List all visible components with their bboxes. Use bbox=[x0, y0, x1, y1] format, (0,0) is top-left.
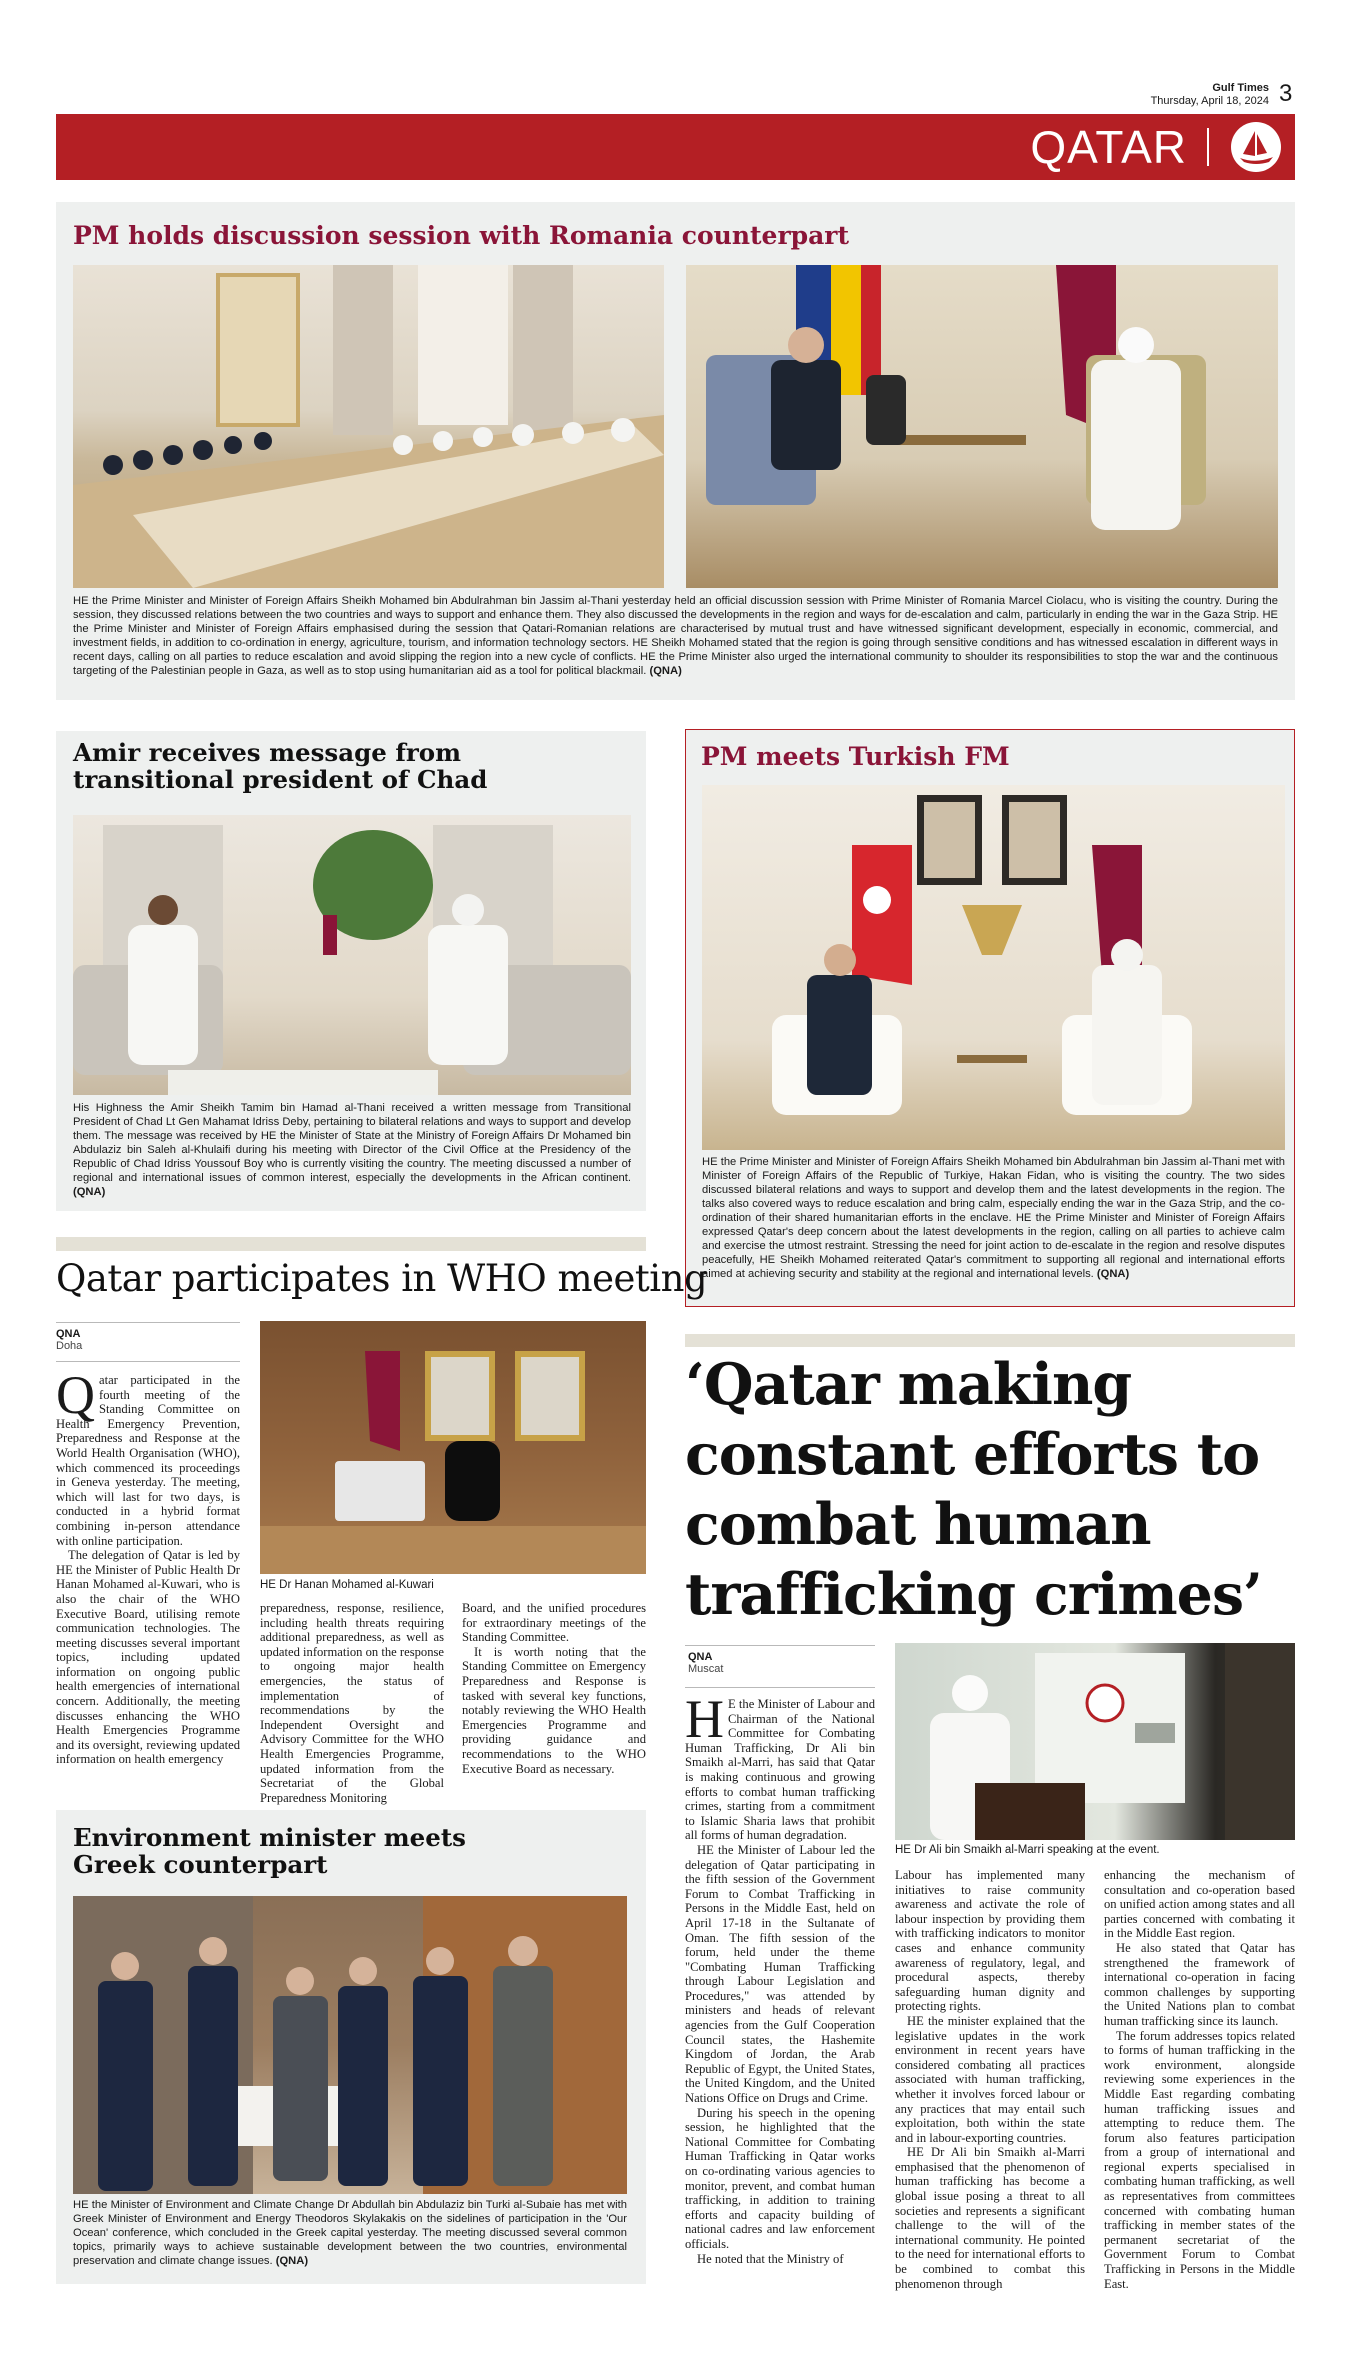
section-banner bbox=[56, 114, 1295, 180]
trafficking-drop-cap: H bbox=[685, 1689, 724, 1749]
amir-chad-photo bbox=[73, 815, 631, 1095]
who-dateline-rule bbox=[56, 1322, 240, 1323]
who-headline: Qatar participates in WHO meeting bbox=[56, 1257, 708, 1300]
trafficking-col-3: enhancing the mechanism of consultation and co-operation based on unified action among states and all parties concerned with combating it in the Middle East region. He also stated that Qatar has strengthened the framework of international co-operation in facing common challenges by supporting the United Nations plan to combat human trafficking since its launch. The forum addresses topics related to forms of human trafficking in the work environment, alongside reviewing some experiences in the Middle East regarding combating human trafficking issues and attempting to reduce them. The forum also features participation from a group of international and regional experts specialised in combating human trafficking, as well as representatives from committees concerned with combating human trafficking in member states of the permanent secretariat of the Government Forum to Combat Trafficking in Persons in the Middle East. bbox=[1104, 1868, 1295, 2291]
who-dateline: QNA Doha bbox=[56, 1328, 83, 1352]
who-drop-cap: Q bbox=[56, 1365, 95, 1425]
env-headline: Environment minister meets Greek counterpart bbox=[73, 1823, 466, 1880]
banner-divider bbox=[1207, 128, 1209, 166]
who-col-3: Board, and the unified procedures for extraordinary meetings of the Standing Committee. It is worth noting that the Standing Committee on Emergency Preparedness and Response is tasked with several key functions, notably reviewing the WHO Health Emergencies Programme and providing guidance and recommendations to the WHO Executive Board as necessary. bbox=[462, 1601, 646, 1776]
pm-romania-caption: HE the Prime Minister and Minister of Foreign Affairs Sheikh Mohamed bin Abdulrahman bin Jassim al-Thani yesterday held an official discussion session with Prime Minister of Romania Marcel Ciolacu, who is visiting the country. During the session, they discussed relations between the two countries and ways to support and enhance them. They also discussed the developments in the region and ways for de-escalation and calm, particularly in ending the war in the Gaza Strip. HE the Prime Minister and Minister of Foreign Affairs emphasised during the session that Qatari-Romanian relations are characterised by mutual trust and have witnessed significant development, especially in economic, commercial, and investment fields, in addition to co-ordination in energy, agriculture, tourism, and information technology sectors. HE Sheikh Mohamed stated that the region is going through sensitive conditions and has witnessed escalation in different ways in recent days, calling on all parties to reduce escalation and avoid slipping the region into a new cycle of conflicts. HE the Prime Minister also urged the international community to shoulder its responsibilities to stop the war and the continuous targeting of the Palestinian people in Gaza, as well as to stop using humanitarian aid as a tool for political blackmail. (QNA) bbox=[73, 595, 1278, 677]
page-number: 3 bbox=[1279, 80, 1293, 107]
who-dateline-rule-bottom bbox=[56, 1361, 240, 1362]
amir-chad-headline: Amir receives message from transitional president of Chad bbox=[73, 738, 488, 795]
pm-turkish-photo bbox=[702, 785, 1285, 1150]
amir-chad-caption: His Highness the Amir Sheikh Tamim bin Hamad al-Thani received a written message from Transitional President of Chad Lt Gen Mahamat Idriss Deby, pertaining to bilateral relations and ways to support and develop them. The message was received by HE the Minister of State at the Ministry of Foreign Affairs Dr Mohamed bin Abdulaziz bin Saleh al-Khulaifi during his meeting with Director of the Civil Office at the Presidency of the Republic of Chad Idriss Youssouf Boy who is currently visiting the country. The meeting discussed a number of regional and international issues of common interest, especially the developments in the African continent. (QNA) bbox=[73, 1102, 631, 1198]
who-col-1: Qatar participated in the fourth meeting of the Standing Committee on Health Emergency Prevention, Preparedness and Response at the World Health Organisation (WHO), which commenced its proceedings in Geneva yesterday. The meeting, which will last for two days, is conducted in a hybrid format combining in-person attendance with online participation. The delegation of Qatar is led by HE the Minister of Public Health Dr Hanan Mohamed al-Kuwari, who is also the chair of the WHO Executive Board, utilising remote communication technologies. The meeting discusses several important topics, including updated information on ongoing public health emergencies of international concern. Additionally, the meeting discusses enhancing the WHO Health Emergencies Programme and its oversight, reviewing updated information on health emergency bbox=[56, 1365, 240, 1767]
env-caption: HE the Minister of Environment and Climate Change Dr Abdullah bin Abdulaziz bin Turki al-Subaie has met with Greek Minister of Environment and Energy Theodoros Skylakakis on the sidelines of participation in the 'Our Ocean' conference, which concluded in the Greek capital yesterday. The meeting discussed several common topics, primarily ways to achieve sustainable development between the two countries, environmental preservation and climate change issues. (QNA) bbox=[73, 2199, 627, 2267]
trafficking-dateline-rule bbox=[685, 1645, 875, 1646]
trafficking-speaker-photo bbox=[895, 1643, 1295, 1840]
dhow-logo-icon bbox=[1231, 122, 1281, 172]
masthead-date: Thursday, April 18, 2024 bbox=[1150, 95, 1269, 107]
who-top-rule bbox=[56, 1237, 646, 1251]
pm-turkish-caption: HE the Prime Minister and Minister of Foreign Affairs Sheikh Mohamed bin Abdulrahman bin Jassim al-Thani met with Minister of Foreign Affairs of the Republic of Turkiye, Hakan Fidan, who is visiting the country. The two sides discussed bilateral relations and ways to support and develop them and the latest developments in the region. The talks also covered ways to reduce escalation and bring calm, especially ending the war in the Gaza Strip, and the co-ordination of their shared humanitarian efforts in the enclave. HE the Prime Minister and Minister of Foreign Affairs expressed Qatar's deep concern about the latest developments in the region, calling on all parties to achieve calm and exercise the utmost restraint. Stressing the need for joint action to de-escalate in the region and resolve disputes peacefully, HE Sheikh Mohamed reiterated Qatar's commitment to supporting all regional and international efforts aimed at achieving security and stability at the regional and international levels. (QNA) bbox=[702, 1156, 1285, 1280]
trafficking-headline: ‘Qatar making constant efforts to combat human trafficking crimes’ bbox=[685, 1351, 1262, 1628]
who-photo-caption: HE Dr Hanan Mohamed al-Kuwari bbox=[260, 1579, 434, 1591]
section-title: QATAR bbox=[1030, 121, 1187, 173]
pm-romania-conference-photo bbox=[73, 265, 664, 588]
trafficking-photo-caption: HE Dr Ali bin Smaikh al-Marri speaking at the event. bbox=[895, 1844, 1160, 1856]
trafficking-col-1: H E the Minister of Labour and Chairman of the National Committee for Combating Human Trafficking, Dr Ali bin Smaikh al-Marri, has said that Qatar is making continuous and growing efforts to combat human trafficking crimes, starting from a commitment to Islamic Sharia laws that prohibit all forms of human degradation. HE the Minister of Labour led the delegation of Qatar participating in the fifth session of the Government Forum to Combat Trafficking in Persons in the Middle East, held on April 17-18 in the Sultanate of Oman. The fifth session of the forum, held under the theme "Combating Human Trafficking through Labour Legislation and Procedures," was attended by ministers and heads of relevant agencies from the Gulf Cooperation Council states, the Hashemite Kingdom of Jordan, the Arab Republic of Egypt, the United States, the United Kingdom, and the United Nations Office on Drugs and Crime. During his speech in the opening session, he highlighted that the National Committee for Combating Human Trafficking in Qatar works on co-ordinating various agencies to monitor, prevent, and combat human trafficking, in addition to training efforts and capacity building of national cadres and law enforcement officials. He noted that the Ministry of bbox=[685, 1689, 875, 2266]
env-meeting-photo bbox=[73, 1896, 627, 2194]
trafficking-dateline: QNA Muscat bbox=[688, 1651, 724, 1675]
who-col-2: preparedness, response, resilience, including health threats requiring additional preparedness, as well as updated information on the response to ongoing major health emergencies, the status of implementation of recommendations by the Independent Oversight and Advisory Committee for the WHO Health Emergencies Programme, updated information from the Secretariat of the Global Preparedness Monitoring bbox=[260, 1601, 444, 1805]
masthead-paper: Gulf Times bbox=[1212, 82, 1269, 94]
pm-romania-sofa-photo bbox=[686, 265, 1278, 588]
who-minister-photo bbox=[260, 1321, 646, 1574]
trafficking-col-2: Labour has implemented many initiatives to raise community awareness and activate the role of labour inspection by providing them with trafficking indicators to monitor cases and enhance community awareness of regulatory, legal, and procedural aspects, thereby safeguarding human dignity and protecting rights. HE the minister explained that the legislative updates in the work environment in recent years have considered combating all practices associated with human trafficking, whether it involves forced labour or any practices that may entail such exploitation, both within the state and in labour-exporting countries. HE Dr Ali bin Smaikh al-Marri emphasised that the phenomenon of human trafficking has become a global issue posing a threat to all societies and represents a significant challenge to the will of the international community. He pointed to the need for international efforts to be combined to combat this phenomenon through bbox=[895, 1868, 1085, 2291]
trafficking-top-rule bbox=[685, 1334, 1295, 1347]
trafficking-dateline-rule-bottom bbox=[685, 1687, 875, 1688]
pm-romania-headline: PM holds discussion session with Romania counterpart bbox=[73, 221, 850, 250]
pm-turkish-headline: PM meets Turkish FM bbox=[701, 742, 1010, 771]
